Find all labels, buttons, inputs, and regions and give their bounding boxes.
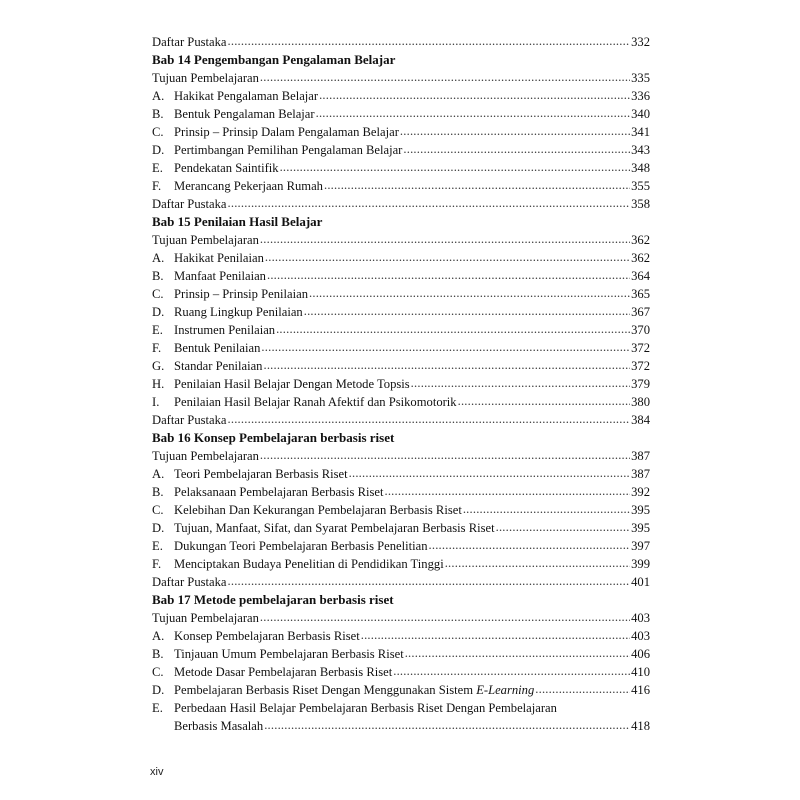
- chapter-heading: Bab 14 Pengembangan Pengalaman Belajar: [152, 52, 396, 67]
- toc-page-number: 355: [631, 179, 650, 193]
- toc-page-number: 395: [631, 521, 650, 535]
- toc-entry[interactable]: [152, 159, 650, 177]
- dot-leader: [496, 518, 631, 536]
- toc-page-number: 392: [631, 485, 650, 499]
- toc-entry-title: [174, 465, 348, 483]
- chapter-heading: Bab 17 Metode pembelajaran berbasis riset: [152, 592, 394, 607]
- toc-page-number: 403: [631, 629, 650, 643]
- dot-leader: [260, 608, 630, 626]
- toc-entry[interactable]: [152, 627, 650, 645]
- toc-entry[interactable]: [152, 231, 650, 249]
- table-of-contents: [152, 33, 650, 735]
- toc-entry-title: [152, 69, 259, 87]
- toc-page-number: 336: [631, 89, 650, 103]
- toc-entry-title-text: Prinsip – Prinsip Dalam Pengalaman Belajar: [174, 125, 399, 139]
- toc-entry[interactable]: [152, 375, 650, 393]
- dot-leader: [361, 626, 630, 644]
- toc-entry[interactable]: [152, 681, 650, 699]
- toc-entry-letter: E.: [152, 323, 163, 337]
- toc-entry-title-text: Daftar Pustaka: [152, 413, 227, 427]
- toc-entry-letter: A.: [152, 629, 165, 643]
- toc-entry-title: [174, 375, 410, 393]
- toc-entry-title-text: Instrumen Penilaian: [174, 323, 276, 337]
- toc-entry-title-text: Daftar Pustaka: [152, 575, 227, 589]
- toc-entry[interactable]: [152, 33, 650, 51]
- dot-leader: [267, 266, 630, 284]
- dot-leader: [324, 176, 630, 194]
- toc-entry-title-text: Pertimbangan Pemilihan Pengalaman Belajar: [174, 143, 403, 157]
- toc-entry-letter: D.: [152, 521, 165, 535]
- toc-entry-title-text: Pelaksanaan Pembelajaran Berbasis Riset: [174, 485, 384, 499]
- toc-entry-letter: A.: [152, 467, 165, 481]
- toc-page-number: 343: [631, 143, 650, 157]
- toc-entry-title: [174, 105, 315, 123]
- toc-page-number: 403: [631, 611, 650, 625]
- toc-entry-letter: B.: [152, 647, 164, 661]
- toc-entry-title: [152, 609, 259, 627]
- toc-entry[interactable]: [152, 501, 650, 519]
- toc-entry[interactable]: [152, 321, 650, 339]
- toc-entry[interactable]: [152, 267, 650, 285]
- toc-page-number: 395: [631, 503, 650, 517]
- chapter-heading: Bab 15 Penilaian Hasil Belajar: [152, 214, 323, 229]
- toc-page-number: 367: [631, 305, 650, 319]
- toc-entry-title-text: Kelebihan Dan Kekurangan Pembelajaran Berbasis Riset: [174, 503, 462, 517]
- toc-entry[interactable]: [152, 519, 650, 537]
- toc-entry-title-text: Tujuan Pembelajaran: [152, 449, 259, 463]
- toc-entry-title-text: Tujuan Pembelajaran: [152, 233, 259, 247]
- dot-leader: [349, 464, 630, 482]
- dot-leader: [264, 716, 630, 734]
- toc-entry-letter: B.: [152, 269, 164, 283]
- toc-entry[interactable]: [152, 195, 650, 213]
- toc-entry-title: [174, 537, 428, 555]
- dot-leader: [535, 680, 630, 698]
- toc-entry-title: [152, 411, 227, 429]
- toc-entry[interactable]: [152, 141, 650, 159]
- toc-entry-title: [174, 681, 534, 699]
- dot-leader: [445, 554, 630, 572]
- toc-entry-title-text: Tujuan Pembelajaran: [152, 611, 259, 625]
- toc-entry-title: [174, 627, 360, 645]
- toc-entry-title: [152, 195, 227, 213]
- toc-entry-letter: H.: [152, 377, 165, 391]
- toc-entry-title: [174, 285, 308, 303]
- toc-entry-letter: C.: [152, 287, 164, 301]
- toc-entry-letter: D.: [152, 305, 165, 319]
- dot-leader: [228, 194, 631, 212]
- toc-entry-title: [174, 339, 260, 357]
- toc-entry-title-text: Ruang Lingkup Penilaian: [174, 305, 303, 319]
- toc-entry[interactable]: [152, 699, 650, 717]
- toc-entry[interactable]: [152, 249, 650, 267]
- toc-entry-title-text: Prinsip – Prinsip Penilaian: [174, 287, 308, 301]
- toc-page-number: 401: [631, 575, 650, 589]
- toc-entry-title-continued: Berbasis Masalah: [174, 719, 264, 733]
- toc-entry-title-text: Metode Dasar Pembelajaran Berbasis Riset: [174, 665, 393, 679]
- toc-entry[interactable]: [152, 573, 650, 591]
- toc-entry-letter: E.: [152, 539, 163, 553]
- toc-entry-letter: C.: [152, 125, 164, 139]
- dot-leader: [309, 284, 630, 302]
- toc-entry-title: [174, 357, 262, 375]
- page-number-footer: xiv: [150, 766, 164, 778]
- toc-entry[interactable]: [152, 303, 650, 321]
- toc-entry-title-text: Manfaat Penilaian: [174, 269, 266, 283]
- toc-entry-title-text: Bentuk Pengalaman Belajar: [174, 107, 315, 121]
- toc-entry-title: [174, 663, 392, 681]
- dot-leader: [393, 662, 630, 680]
- dot-leader: [265, 248, 630, 266]
- toc-page-number: 397: [631, 539, 650, 553]
- toc-entry[interactable]: [152, 609, 650, 627]
- toc-entry[interactable]: [152, 465, 650, 483]
- dot-leader: [316, 104, 631, 122]
- toc-page-number: 348: [631, 161, 650, 175]
- toc-page-number: 372: [631, 359, 650, 373]
- toc-entry-title-text: Merancang Pekerjaan Rumah: [174, 179, 323, 193]
- toc-page-number: 364: [631, 269, 650, 283]
- toc-entry-title-text: Daftar Pustaka: [152, 197, 227, 211]
- toc-entry-letter: A.: [152, 89, 165, 103]
- toc-page-number: 365: [631, 287, 650, 301]
- toc-entry[interactable]: [152, 87, 650, 105]
- toc-entry-title: [152, 447, 259, 465]
- toc-entry-title-text: Tujuan Pembelajaran: [152, 71, 259, 85]
- toc-entry-letter: A.: [152, 251, 165, 265]
- toc-entry-title-text: Hakikat Penilaian: [174, 251, 264, 265]
- toc-entry-letter: G.: [152, 359, 165, 373]
- dot-leader: [260, 230, 630, 248]
- toc-entry-title: [152, 33, 227, 51]
- toc-entry[interactable]: [152, 177, 650, 195]
- dot-leader: [228, 410, 631, 428]
- dot-leader: [261, 338, 630, 356]
- dot-leader: [458, 392, 631, 410]
- toc-entry-title-text: Tujuan, Manfaat, Sifat, dan Syarat Pembelajaran Berbasis Riset: [174, 521, 495, 535]
- toc-entry[interactable]: [152, 357, 650, 375]
- dot-leader: [319, 86, 630, 104]
- toc-entry[interactable]: [152, 393, 650, 411]
- toc-entry-title: [174, 249, 264, 267]
- toc-page-number: 418: [631, 719, 650, 733]
- toc-entry-title-text: Teori Pembelajaran Berbasis Riset: [174, 467, 348, 481]
- toc-entry-letter: B.: [152, 485, 164, 499]
- toc-entry-title: [174, 267, 266, 285]
- toc-entry-letter: I.: [152, 395, 160, 409]
- toc-page-number: 341: [631, 125, 650, 139]
- toc-page-number: 358: [631, 197, 650, 211]
- toc-entry-letter: E.: [152, 161, 163, 175]
- toc-entry-letter: C.: [152, 503, 164, 517]
- dot-leader: [384, 482, 630, 500]
- toc-entry[interactable]: [152, 537, 650, 555]
- toc-entry-letter: D.: [152, 683, 165, 697]
- dot-leader: [228, 32, 631, 50]
- toc-entry-title-text: Dukungan Teori Pembelajaran Berbasis Penelitian: [174, 539, 428, 553]
- dot-leader: [405, 644, 630, 662]
- toc-entry[interactable]: [152, 411, 650, 429]
- toc-page-number: 399: [631, 557, 650, 571]
- toc-entry[interactable]: [152, 285, 650, 303]
- toc-page-number: 340: [631, 107, 650, 121]
- toc-page-number: 384: [631, 413, 650, 427]
- dot-leader: [463, 500, 630, 518]
- dot-leader: [260, 446, 630, 464]
- toc-entry-title-text: Penilaian Hasil Belajar Dengan Metode Topsis: [174, 377, 410, 391]
- toc-entry-title: [174, 501, 462, 519]
- dot-leader: [403, 140, 630, 158]
- toc-entry-title-text: Daftar Pustaka: [152, 35, 227, 49]
- dot-leader: [304, 302, 630, 320]
- toc-page-number: 416: [631, 683, 650, 697]
- toc-page-number: 370: [631, 323, 650, 337]
- toc-entry-title: [174, 177, 323, 195]
- toc-entry-letter: F.: [152, 341, 162, 355]
- toc-entry-title: [174, 123, 399, 141]
- toc-entry-title: [174, 87, 318, 105]
- toc-entry-title: [174, 393, 457, 411]
- toc-entry[interactable]: [152, 555, 650, 573]
- toc-entry-title: Perbedaan Hasil Belajar Pembelajaran Berbasis Riset Dengan Pembelajaran: [174, 701, 557, 715]
- dot-leader: [429, 536, 631, 554]
- toc-page-number: 332: [631, 35, 650, 49]
- dot-leader: [411, 374, 630, 392]
- toc-page-number: 335: [631, 71, 650, 85]
- toc-entry-title-text: Pendekatan Saintifik: [174, 161, 279, 175]
- toc-entry-title: [174, 645, 404, 663]
- toc-entry-title-text: Pembelajaran Berbasis Riset Dengan Menggunakan Sistem: [174, 683, 477, 697]
- toc-entry[interactable]: [152, 123, 650, 141]
- toc-entry[interactable]: [152, 339, 650, 357]
- toc-entry-title-text: Bentuk Penilaian: [174, 341, 261, 355]
- toc-entry[interactable]: [152, 663, 650, 681]
- dot-leader: [228, 572, 631, 590]
- toc-entry[interactable]: [152, 447, 650, 465]
- toc-entry[interactable]: [152, 645, 650, 663]
- toc-entry-title: [174, 483, 383, 501]
- toc-page-number: 410: [631, 665, 650, 679]
- toc-entry-letter: D.: [152, 143, 165, 157]
- toc-entry-title-text: Standar Penilaian: [174, 359, 263, 373]
- toc-page-number: 379: [631, 377, 650, 391]
- toc-entry-title-emphasis: E-Learning: [476, 683, 535, 697]
- toc-page-number: 406: [631, 647, 650, 661]
- toc-entry-title: [174, 303, 303, 321]
- dot-leader: [260, 68, 630, 86]
- toc-page-number: 387: [631, 467, 650, 481]
- toc-entry-letter: C.: [152, 665, 164, 679]
- toc-entry-title: [174, 555, 444, 573]
- toc-entry-letter: F.: [152, 557, 162, 571]
- toc-entry-letter: E.: [152, 701, 163, 715]
- toc-entry-title: [174, 321, 275, 339]
- toc-entry[interactable]: [152, 105, 650, 123]
- dot-leader: [263, 356, 630, 374]
- toc-entry-title: [152, 231, 259, 249]
- toc-entry-title: [174, 159, 279, 177]
- dot-leader: [276, 320, 630, 338]
- toc-page-number: 372: [631, 341, 650, 355]
- toc-entry-title-text: Menciptakan Budaya Penelitian di Pendidikan Tinggi: [174, 557, 444, 571]
- toc-page-number: 362: [631, 233, 650, 247]
- toc-entry-title-text: Konsep Pembelajaran Berbasis Riset: [174, 629, 360, 643]
- toc-entry-letter: F.: [152, 179, 162, 193]
- toc-entry-continuation[interactable]: [152, 717, 650, 735]
- toc-entry-title-text: Tinjauan Umum Pembelajaran Berbasis Riset: [174, 647, 404, 661]
- chapter-heading: Bab 16 Konsep Pembelajaran berbasis riset: [152, 430, 395, 445]
- toc-entry-title: [174, 141, 402, 159]
- dot-leader: [280, 158, 631, 176]
- toc-entry-title-text: Hakikat Pengalaman Belajar: [174, 89, 319, 103]
- toc-entry[interactable]: [152, 483, 650, 501]
- toc-page-number: 380: [631, 395, 650, 409]
- toc-page-number: 387: [631, 449, 650, 463]
- dot-leader: [400, 122, 630, 140]
- toc-entry[interactable]: [152, 69, 650, 87]
- toc-entry-letter: B.: [152, 107, 164, 121]
- toc-entry-title: [152, 573, 227, 591]
- toc-entry-title-text: Penilaian Hasil Belajar Ranah Afektif dan Psikomotorik: [174, 395, 457, 409]
- toc-entry-title: [174, 519, 495, 537]
- toc-page-number: 362: [631, 251, 650, 265]
